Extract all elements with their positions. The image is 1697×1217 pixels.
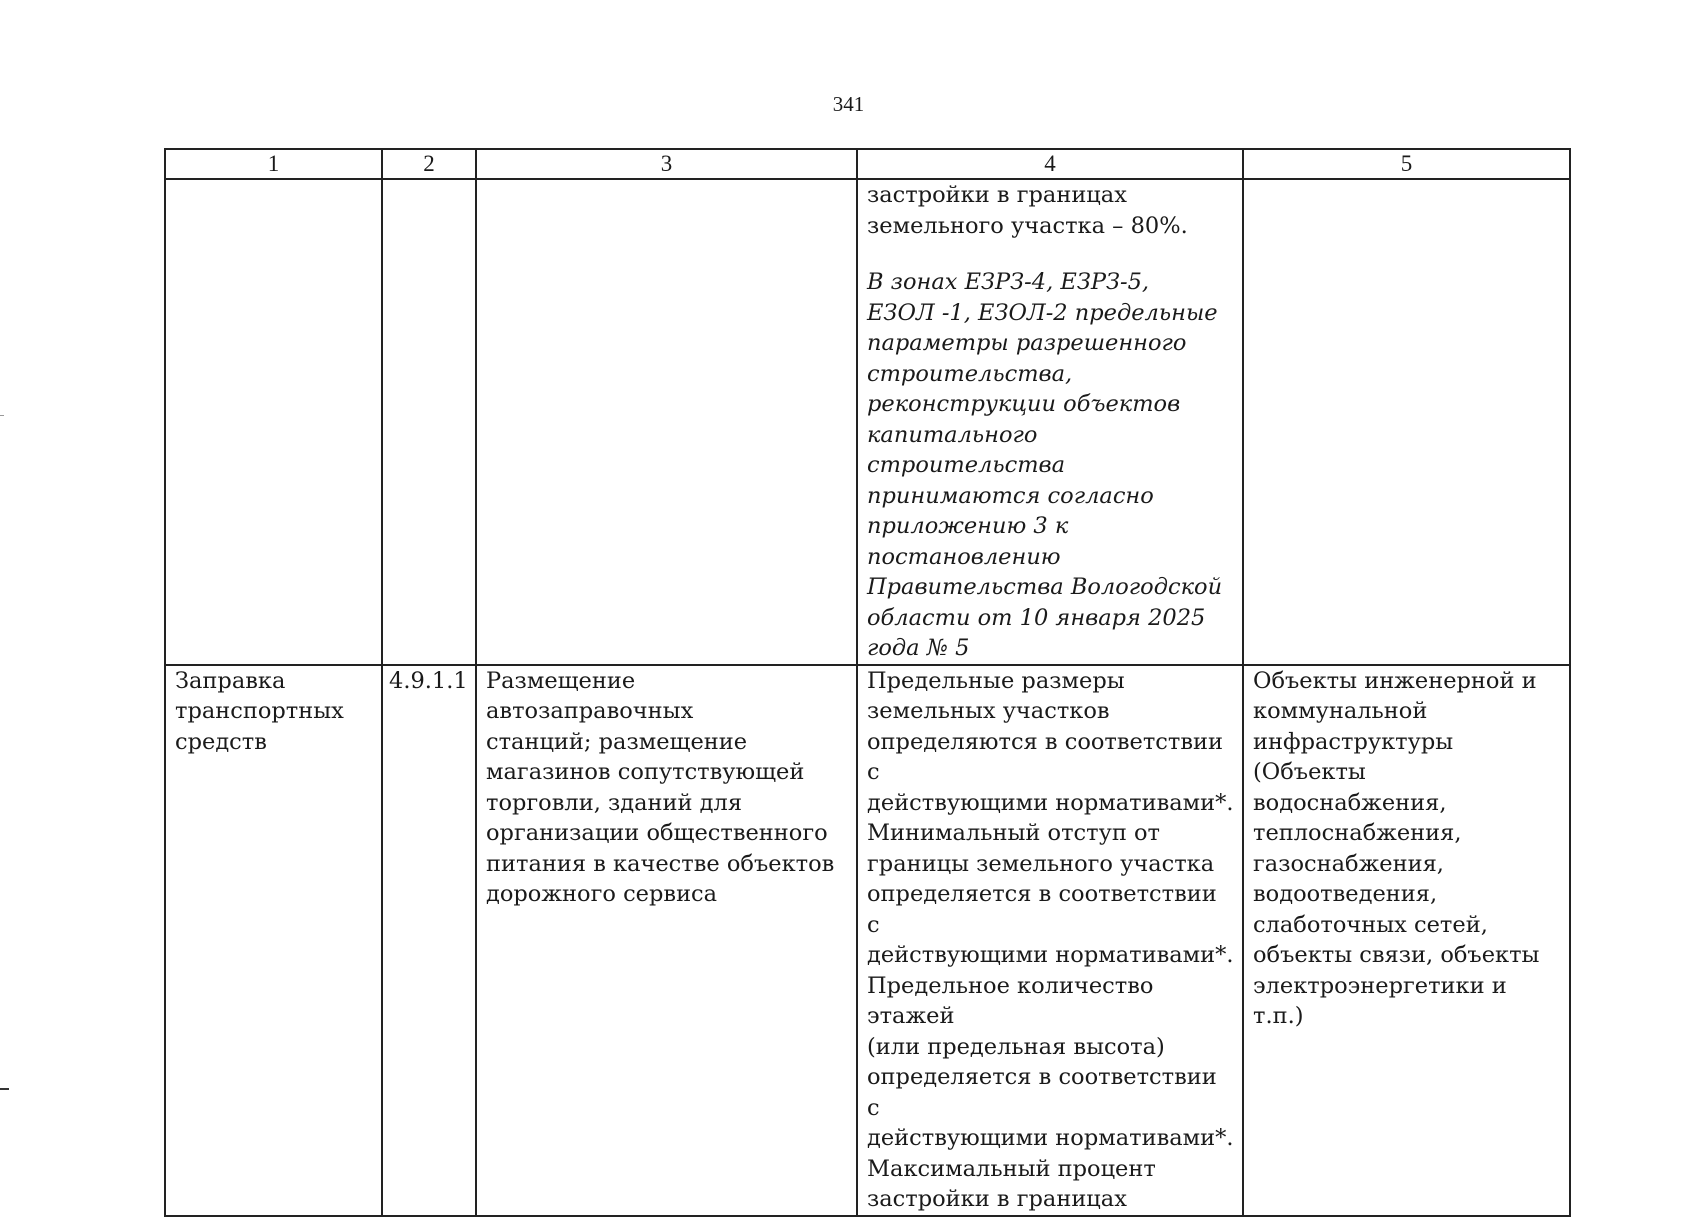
fuel-use-auxiliary-objects: Объекты инженерной и коммунальной инфраструктуры (Объекты водоснабжения, теплоснабжения, газоснабжения, водоотведения, слаботочных сетей, объекты связи, объекты электроэнергетики и т.п.) bbox=[1253, 667, 1540, 1029]
fuel-use-parameters: Предельные размеры земельных участков определяются в соответствии с действующими нормативами*. Минимальный отступ от границы земельного участка определяется в соответствии с действующими нормативами*. Предельное количество этажей (или предельная высота) определяется в соответствии с действующими нормативами*. Максимальный процент застройки в границах bbox=[867, 667, 1234, 1212]
continuation-col1-cell bbox=[165, 179, 382, 665]
fuel-use-name: Заправка транспортных средств bbox=[175, 667, 344, 755]
header-cell-1: 1 bbox=[165, 149, 382, 179]
header-cell-2: 2 bbox=[382, 149, 476, 179]
continuation-col3-cell bbox=[476, 179, 857, 665]
header-cell-4: 4 bbox=[857, 149, 1243, 179]
fuel-use-parameters-cell bbox=[857, 665, 1243, 1216]
page-number: 341 bbox=[832, 92, 865, 116]
header-cell-3: 3 bbox=[476, 149, 857, 179]
paragraph-gap bbox=[867, 241, 1234, 267]
fuel-use-auxiliary-cell bbox=[1243, 665, 1570, 1216]
fuel-use-description-cell bbox=[476, 665, 857, 1216]
header-cell-5: 5 bbox=[1243, 149, 1570, 179]
continuation-col4-cell bbox=[857, 179, 1243, 665]
fuel-use-name-cell bbox=[165, 665, 382, 1216]
continuation-col2-cell bbox=[382, 179, 476, 665]
continuation-zones-note: В зонах ЕЗРЗ-4, ЕЗРЗ-5, ЕЗОЛ -1, ЕЗОЛ-2 предельные параметры разрешенного строительства, реконструкции объектов капитального строительства принимаются согласно приложению 3 к постановлению Правительства Вологодской области от 10 января 2025 года № 5 bbox=[867, 269, 1223, 661]
zoning-table bbox=[164, 148, 1571, 1217]
continuation-parameters-text: застройки в границах земельного участка – 80%. bbox=[867, 182, 1188, 239]
table-row-fuel-station bbox=[165, 665, 1570, 1216]
fuel-use-code-cell bbox=[382, 665, 476, 1216]
table-header-row bbox=[165, 149, 1570, 179]
table-row-continuation bbox=[165, 179, 1570, 665]
scan-margin-dot bbox=[0, 415, 4, 416]
fuel-use-code: 4.9.1.1 bbox=[389, 667, 468, 694]
fuel-use-description: Размещение автозаправочных станций; размещение магазинов сопутствующей торговли, зданий для организации общественного питания в качестве объектов дорожного сервиса bbox=[486, 667, 835, 907]
continuation-col5-cell bbox=[1243, 179, 1570, 665]
scan-margin-mark bbox=[0, 1088, 9, 1090]
